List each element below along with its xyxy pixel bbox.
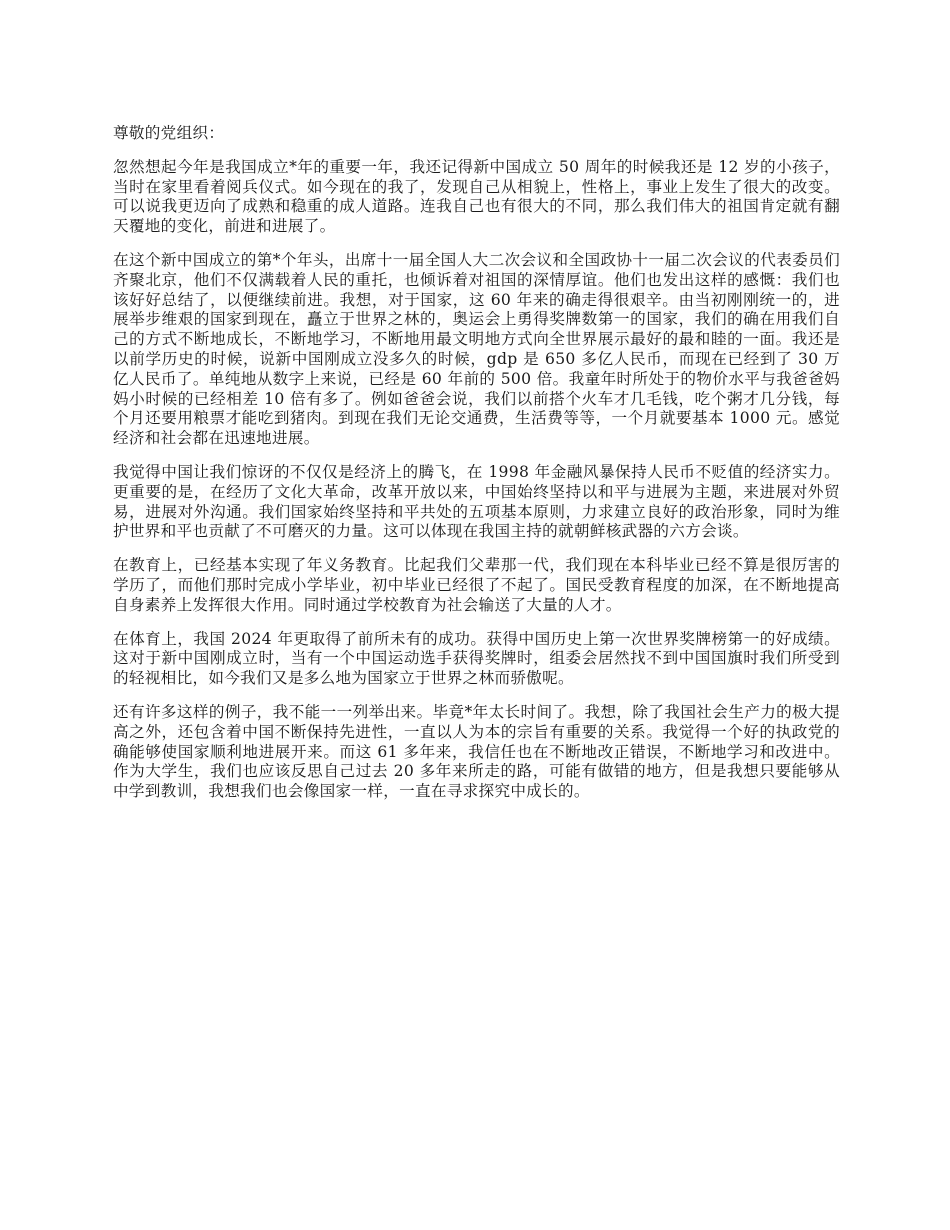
paragraph-4: 在教育上，已经基本实现了年义务教育。比起我们父辈那一代，我们现在本科毕业已经不算是很厉害的学历了，而他们那时完成小学毕业，初中毕业已经很了不起了。国民受教育程度的加深，在不断地提高自身素养上发挥很大作用。同时通过学校教育为社会输送了大量的人才。 [113,556,840,614]
paragraph-6: 还有许多这样的例子，我不能一一列举出来。毕竟*年太长时间了。我想，除了我国社会生产力的极大提高之外，还包含着中国不断保持先进性，一直以人为本的宗旨有重要的关系。我觉得一个好的执政党的确能够使国家顺利地进展开来。而这 61 多年来，我信任也在不断地改正错误，不断地学习和改进中。作为大学生，我们也应该反思自己过去 20 多年来所走的路，可能有做错的地方，但是我想只要能够从中学到教训，我想我们也会像国家一样，一直在寻求探究中成长的。 [113,702,840,801]
paragraph-5: 在体育上，我国 2024 年更取得了前所未有的成功。获得中国历史上第一次世界奖牌榜第一的好成绩。这对于新中国刚成立时，当有一个中国运动选手获得奖牌时，组委会居然找不到中国国旗时我们所受到的轻视相比，如今我们又是多么地为国家立于世界之林而骄傲呢。 [113,629,840,688]
greeting-line: 尊敬的党组织： [113,124,225,142]
paragraph-3: 我觉得中国让我们惊讶的不仅仅是经济上的腾飞，在 1998 年金融风暴保持人民币不贬值的经济实力。更重要的是，在经历了文化大革命，改革开放以来，中国始终坚持以和平与进展为主题，来进展对外贸易，进展对外沟通。我们国家始终坚持和平共处的五项基本原则，力求建立良好的政治形象，同时为维护世界和平也贡献了不可磨灭的力量。这可以体现在我国主持的就朝鲜核武器的六方会谈。 [113,462,840,541]
paragraph-1: 忽然想起今年是我国成立*年的重要一年，我还记得新中国成立 50 周年的时候我还是 12 岁的小孩子，当时在家里看着阅兵仪式。如今现在的我了，发现自己从相貌上，性格上，事业上发生了很大的改变。可以说我更迈向了成熟和稳重的成人道路。连我自己也有很大的不同，那么我们伟大的祖国肯定就有翻天覆地的变化，前进和进展了。 [113,157,840,236]
paragraph-2: 在这个新中国成立的第*个年头，出席十一届全国人大二次会议和全国政协十一届二次会议的代表委员们齐聚北京，他们不仅满载着人民的重托，也倾诉着对祖国的深情厚谊。他们也发出这样的感慨：我们也该好好总结了，以便继续前进。我想，对于国家，这 60 年来的确走得很艰辛。由当初刚刚统一的，进展举步维艰的国家到现在，矗立于世界之林的，奥运会上勇得奖牌数第一的国家，我们的确在用我们自己的方式不断地成长，不断地学习，不断地用最文明地方式向全世界展示最好的最和睦的一面。我还是以前学历史的时候，说新中国刚成立没多久的时候，gdp 是 650 多亿人民币，而现在已经到了 30 万亿人民币了。单纯地从数字上来说，已经是 60 年前的 500 倍。我童年时所处于的物价水平与我爸爸妈妈小时候的已经相差 10 倍有多了。例如爸爸会说，我们以前搭个火车才几毛钱，吃个粥才几分钱，每个月还要用粮票才能吃到猪肉。到现在我们无论交通费，生活费等等，一个月就要基本 1000 元。感觉经济和社会都在迅速地进展。 [113,250,840,448]
document-body [113,124,840,816]
